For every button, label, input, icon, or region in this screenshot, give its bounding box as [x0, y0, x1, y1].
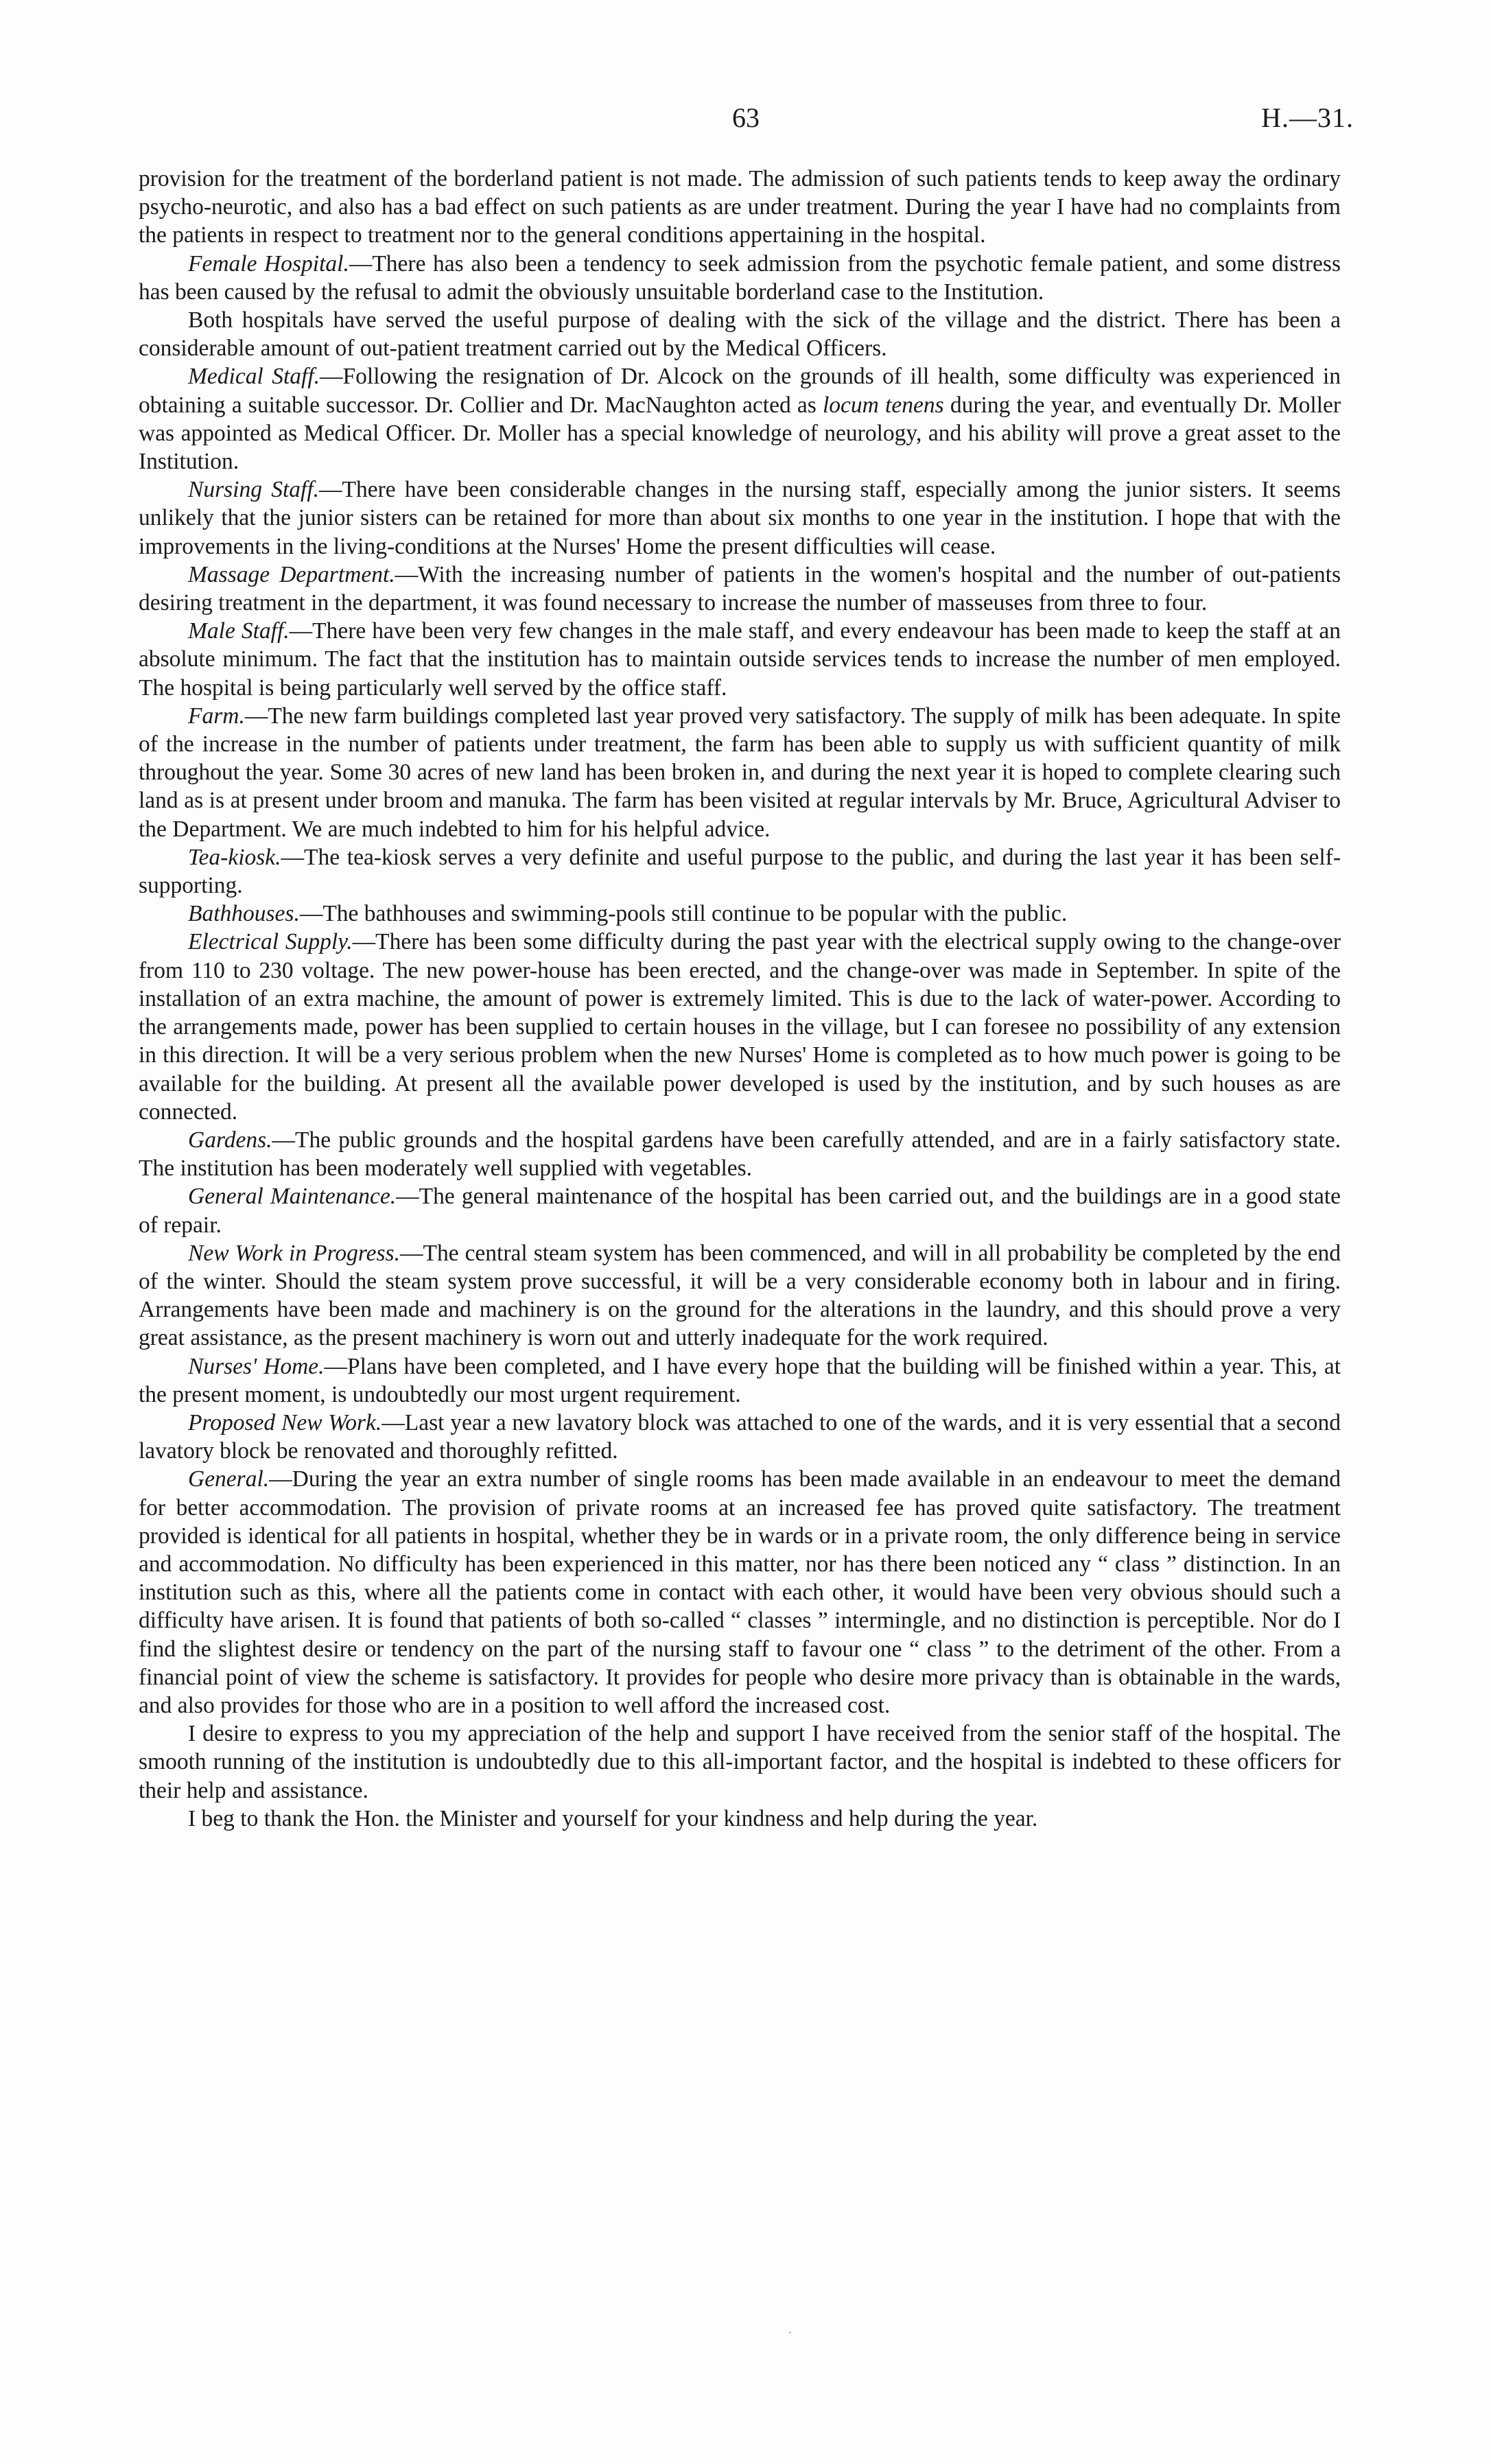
- paragraph-text: Plans have been completed, and I have every hope that the building will be finished within a year. This, at the present moment, is undoubtedly our most urgent requirement.: [139, 1353, 1341, 1407]
- paragraph-medical-staff: Medical Staff.—Following the resignation of Dr. Alcock on the grounds of ill health, some difficulty was experienced in obtaining a suitable successor. Dr. Collier and Dr. MacNaughton acted as locum tenens during the year, and eventually Dr. Moller was appointed as Medical Officer. Dr. Moller has a special knowledge of neurology, and his ability will prove a great asset to the Institution.: [139, 364, 1341, 475]
- paragraph-text: The tea-kiosk serves a very definite and useful purpose to the public, and during the last year it has been self-supporting.: [139, 844, 1341, 899]
- paragraph-text: The public grounds and the hospital gardens have been carefully attended, and are in a fairly satisfactory state. The institution has been moderately well supplied with vegetables.: [139, 1127, 1341, 1182]
- section-heading: Nursing Staff.: [188, 477, 320, 503]
- paragraph-farm: Farm.—The new farm buildings completed last year proved very satisfactory. The supply of milk has been adequate. In spite of the increase in the number of patients under treatment, the farm has been able to supply us with sufficient quantity of milk throughout the year. Some 30 acres of new land has been broken in, and during the next year it is hoped to complete clearing such land as is at present under broom and manuka. The farm has been visited at regular intervals by Mr. Bruce, Agricultural Adviser to the Department. We are much indebted to him for his helpful advice.: [139, 703, 1341, 842]
- paragraph-proposed-new-work: Proposed New Work.—Last year a new lavatory block was attached to one of the wards, and it is very essential that a second lavatory block be renovated and thoroughly refitted.: [139, 1409, 1341, 1464]
- paragraph-text: Both hospitals have served the useful purpose of dealing with the sick of the village and the district. There has been a considerable amount of out-patient treatment carried out by the Medical Officers.: [139, 307, 1341, 362]
- paragraph-male-staff: Male Staff.—There have been very few changes in the male staff, and every endeavour has been made to keep the staff at an absolute minimum. The fact that the institution has to maintain outside services tends to increase the number of men employed. The hospital is being particularly well served by the office staff.: [139, 618, 1341, 701]
- paragraph-text: The new farm buildings completed last year proved very satisfactory. The supply of milk has been adequate. In spite of the increase in the number of patients under treatment, the farm has been able to supply us with sufficient quantity of milk throughout the year. Some 30 acres of new land has been broken in, and during the next year it is hoped to complete clearing such land as is at present under broom and manuka. The farm has been visited at regular intervals by Mr. Bruce, Agricultural Adviser to the Department. We are much indebted to him for his helpful advice.: [139, 703, 1341, 842]
- paragraph-general-maintenance: General Maintenance.—The general maintenance of the hospital has been carried out, and the buildings are in a good state of repair.: [139, 1184, 1341, 1238]
- paragraph-text: There have been very few changes in the male staff, and every endeavour has been made to keep the staff at an absolute minimum. The fact that the institution has to maintain outside services tends to increase the number of men employed. The hospital is being particularly well served by the office staff.: [139, 618, 1341, 701]
- paragraph-massage-department: Massage Department.—With the increasing number of patients in the women's hospital and the number of out-patients desiring treatment in the department, it was found necessary to increase the number of masseuses from three to four.: [139, 561, 1341, 616]
- paragraph-appreciation: [139, 1720, 1341, 1805]
- paragraph-text: There has been some difficulty during the past year with the electrical supply owing to the change-over from 110 to 230 voltage. The new power-house has been erected, and the change-over was made in September. In spite of the installation of an extra machine, the amount of power is extremely limited. This is due to the lack of water-power. According to the arrangements made, power has been supplied to certain houses in the village, but I can foresee no possibility of any extension in this direction. It will be a very serious problem when the new Nurses' Home is completed as to how much power is going to be available for the building. At present all the available power developed is used by the institution, and by such houses as are connected.: [139, 929, 1341, 1125]
- paragraph-text: The general maintenance of the hospital has been carried out, and the buildings are in a good state of repair.: [139, 1184, 1341, 1238]
- paragraph-continuation: [139, 165, 1341, 250]
- paragraph-both-hospitals: [139, 306, 1341, 362]
- paragraph-gardens: Gardens.—The public grounds and the hospital gardens have been carefully attended, and are in a fairly satisfactory state. The institution has been moderately well supplied with vegetables.: [139, 1127, 1341, 1182]
- section-heading: Tea-kiosk.: [188, 844, 281, 870]
- section-heading: Gardens.: [188, 1127, 272, 1153]
- section-heading: Farm.: [188, 703, 245, 729]
- page-header: [0, 102, 1491, 143]
- paragraph-electrical-supply: Electrical Supply.—There has been some difficulty during the past year with the electrical supply owing to the change-over from 110 to 230 voltage. The new power-house has been erected, and the change-over was made in September. In spite of the installation of an extra machine, the amount of power is extremely limited. This is due to the lack of water-power. According to the arrangements made, power has been supplied to certain houses in the village, but I can foresee no possibility of any extension in this direction. It will be a very serious problem when the new Nurses' Home is completed as to how much power is going to be available for the building. At present all the available power developed is used by the institution, and by such houses as are connected.: [139, 929, 1341, 1125]
- section-heading: General.: [188, 1466, 270, 1492]
- section-heading: Massage Department.: [188, 561, 395, 587]
- paragraph-text: I desire to express to you my appreciation of the help and support I have received from the senior staff of the hospital. The smooth running of the institution is undoubtedly due to this all-important factor, and the hospital is indebted to these officers for their help and assistance.: [139, 1721, 1341, 1803]
- paragraph-text: The bathhouses and swimming-pools still continue to be popular with the public.: [322, 901, 1068, 927]
- paragraph-new-work: New Work in Progress.—The central steam system has been commenced, and will in all probability be completed by the end of the winter. Should the steam system prove successful, it will be a very considerable economy both in labour and in firing. Arrangements have been made and machinery is on the ground for the alterations in the laundry, and this should prove a very great assistance, as the present machinery is worn out and utterly inadequate for the work required.: [139, 1240, 1341, 1351]
- paragraph-text: There has also been a tendency to seek admission from the psychotic female patient, and some distress has been caused by the refusal to admit the obviously unsuitable borderland case to the Institution.: [139, 250, 1341, 305]
- section-heading: Medical Staff.: [188, 364, 320, 390]
- paragraph-nursing-staff: Nursing Staff.—There have been considerable changes in the nursing staff, especially among the junior sisters. It seems unlikely that the junior sisters can be retained for more than about six months to one year in the institution. I hope that with the improvements in the living-conditions at the Nurses' Home the present difficulties will cease.: [139, 477, 1341, 559]
- paragraph-female-hospital: Female Hospital.—There has also been a tendency to seek admission from the psychotic female patient, and some distress has been caused by the refusal to admit the obviously unsuitable borderland case to the Institution.: [139, 250, 1341, 305]
- section-heading: Nurses' Home.: [188, 1353, 325, 1379]
- paragraph-closing: [139, 1805, 1341, 1833]
- section-heading: General Maintenance.: [188, 1184, 397, 1210]
- paragraph-text: provision for the treatment of the borderland patient is not made. The admission of such patients tends to keep away the ordinary psycho-neurotic, and also has a bad effect on such patients as are under treatment. During the year I have had no complaints from the patients in respect to treatment nor to the general conditions appertaining in the hospital.: [139, 166, 1341, 248]
- section-heading: New Work in Progress.: [188, 1240, 400, 1266]
- paragraph-text: During the year an extra number of single rooms has been made available in an endeavour to meet the demand for better accommodation. The provision of private rooms at an increased fee has proved quite satisfactory. The treatment provided is identical for all patients in hospital, whether they be in wards or in a private room, the only difference being in service and accommodation. No difficulty has been experienced in this matter, nor has there been noticed any “ class ” distinction. In an institution such as this, where all the patients come in contact with each other, it would have been very obvious should such a difficulty have arisen. It is found that patients of both so-called “ classes ” intermingle, and no distinction is perceptible. Nor do I find the slightest desire or tendency on the part of the nursing staff to favour one “ class ” to the detriment of the other. From a financial point of view the scheme is satisfactory. It provides for people who desire more privacy than is obtainable in the wards, and also provides for those who are in a position to well afford the increased cost.: [139, 1466, 1341, 1718]
- paragraph-text: There have been considerable changes in the nursing staff, especially among the junior sisters. It seems unlikely that the junior sisters can be retained for more than about six months to one year in the institution. I hope that with the improvements in the living-conditions at the Nurses' Home the present difficulties will cease.: [139, 477, 1341, 559]
- paragraph-text: Last year a new lavatory block was attached to one of the wards, and it is very essential that a second lavatory block be renovated and thoroughly refitted.: [139, 1409, 1341, 1464]
- paragraph-text: I beg to thank the Hon. the Minister and yourself for your kindness and help during the year.: [188, 1805, 1038, 1831]
- paragraph-tea-kiosk: Tea-kiosk.—The tea-kiosk serves a very definite and useful purpose to the public, and during the last year it has been self-supporting.: [139, 844, 1341, 899]
- report-body: [139, 165, 1341, 1833]
- section-heading: Electrical Supply.: [188, 929, 353, 955]
- paragraph-text-continued: during the year, and eventually Dr. Moller was appointed as Medical Officer. Dr. Moller has a special knowledge of neurology, and his ability will prove a great asset to the Institution.: [139, 392, 1341, 475]
- page-number: 63: [732, 102, 760, 133]
- paragraph-text: With the increasing number of patients in the women's hospital and the number of out-patients desiring treatment in the department, it was found necessary to increase the number of masseuses from three to four.: [139, 561, 1341, 616]
- section-heading: Bathhouses.: [188, 901, 300, 927]
- section-heading: Male Staff.: [188, 618, 290, 644]
- paragraph-text: The central steam system has been commenced, and will in all probability be completed by the end of the winter. Should the steam system prove successful, it will be a very considerable economy both in labour and in firing. Arrangements have been made and machinery is on the ground for the alterations in the laundry, and this should prove a very great assistance, as the present machinery is worn out and utterly inadequate for the work required.: [139, 1240, 1341, 1351]
- document-reference: H.—31.: [1261, 102, 1354, 133]
- section-heading: Proposed New Work.: [188, 1409, 382, 1435]
- paragraph-text: Following the resignation of Dr. Alcock on the grounds of ill health, some difficulty was experienced in obtaining a suitable successor. Dr. Collier and Dr. MacNaughton acted as: [139, 364, 1341, 418]
- scan-speck: [789, 2332, 791, 2334]
- latin-phrase: locum tenens: [823, 392, 944, 418]
- section-heading: Female Hospital.: [188, 250, 349, 277]
- paragraph-general: General.—During the year an extra number of single rooms has been made available in an endeavour to meet the demand for better accommodation. The provision of private rooms at an increased fee has proved quite satisfactory. The treatment provided is identical for all patients in hospital, whether they be in wards or in a private room, the only difference being in service and accommodation. No difficulty has been experienced in this matter, nor has there been noticed any “ class ” distinction. In an institution such as this, where all the patients come in contact with each other, it would have been very obvious should such a difficulty have arisen. It is found that patients of both so-called “ classes ” intermingle, and no distinction is perceptible. Nor do I find the slightest desire or tendency on the part of the nursing staff to favour one “ class ” to the detriment of the other. From a financial point of view the scheme is satisfactory. It provides for people who desire more privacy than is obtainable in the wards, and also provides for those who are in a position to well afford the increased cost.: [139, 1466, 1341, 1718]
- paragraph-bathhouses: Bathhouses.—The bathhouses and swimming-pools still continue to be popular with the public.: [188, 901, 1068, 927]
- paragraph-nurses-home: Nurses' Home.—Plans have been completed, and I have every hope that the building will be finished within a year. This, at the present moment, is undoubtedly our most urgent requirement.: [139, 1353, 1341, 1407]
